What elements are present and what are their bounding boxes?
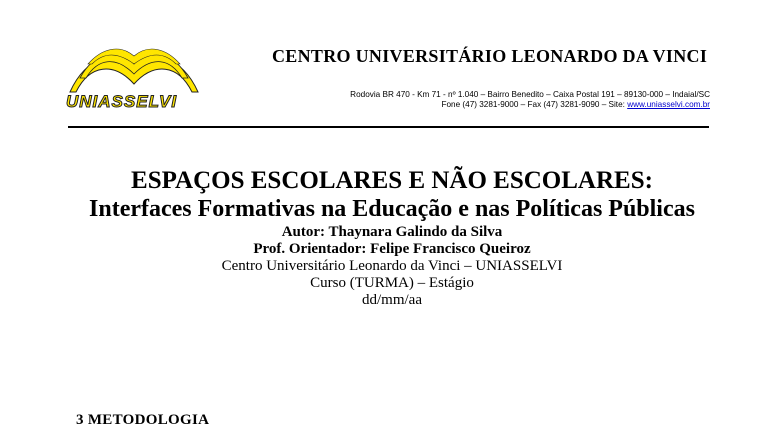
author: Autor: Thaynara Galindo da Silva — [281, 224, 503, 240]
website-link[interactable]: www.uniasselvi.com.br — [627, 100, 710, 109]
logo-text: UNIASSELVI — [66, 92, 178, 111]
course-line: Curso (TURMA) – Estágio — [310, 275, 474, 291]
uniasselvi-logo — [66, 42, 202, 116]
institution-line: Centro Universitário Leonardo da Vinci – UNIASSELVI — [221, 258, 563, 274]
document-title: ESPAÇOS ESCOLARES E NÃO ESCOLARES: — [131, 167, 653, 194]
contact-line — [260, 100, 710, 110]
address-line: Rodovia BR 470 - Km 71 - nº 1.040 – Bairro Benedito – Caixa Postal 191 – 89130-000 – Indaial/SC — [350, 90, 710, 99]
logo-wings-icon — [66, 42, 202, 94]
advisor: Prof. Orientador: Felipe Francisco Queiroz — [253, 241, 531, 257]
address-block — [260, 90, 710, 110]
title-block — [60, 166, 724, 309]
section-heading: 3 METODOLOGIA — [76, 412, 210, 428]
contact-text: Fone (47) 3281-9000 – Fax (47) 3281-9090 – Site: — [441, 100, 628, 109]
institution-name: CENTRO UNIVERSITÁRIO LEONARDO DA VINCI — [272, 46, 708, 66]
date-line: dd/mm/aa — [362, 292, 422, 308]
document-subtitle: Interfaces Formativas na Educação e nas Políticas Públicas — [89, 196, 695, 222]
header-divider — [68, 126, 709, 128]
